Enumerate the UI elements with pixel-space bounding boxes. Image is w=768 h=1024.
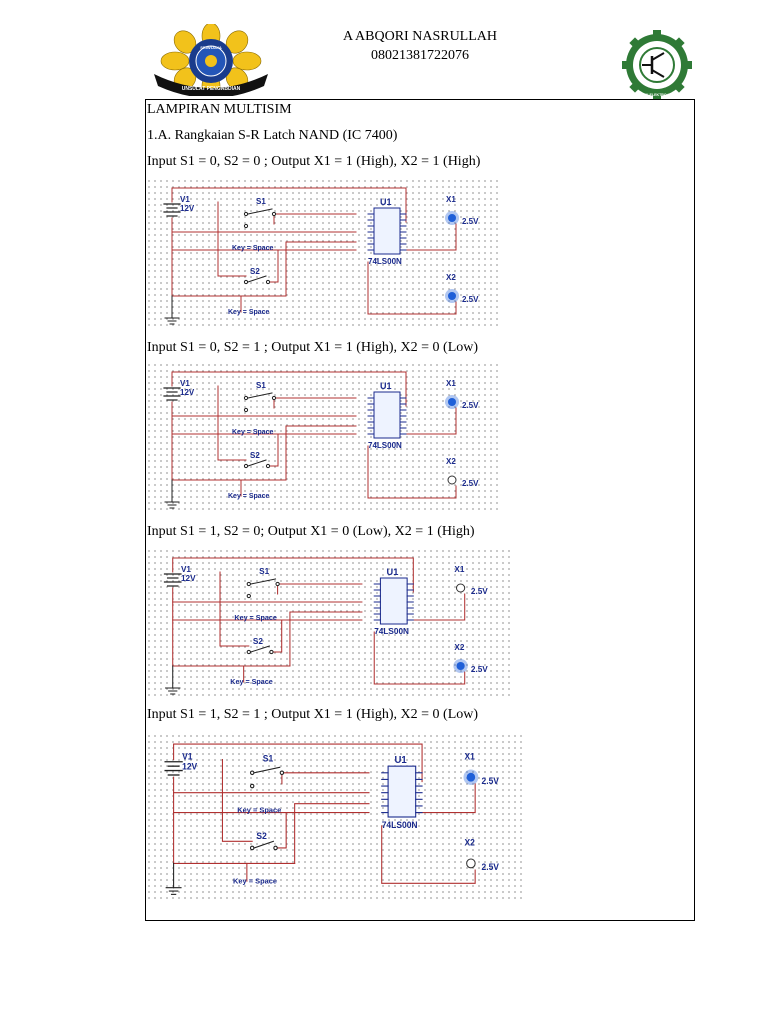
voltage-label: 12V (180, 574, 196, 583)
source-label: V1 (180, 195, 190, 204)
battery-icon (164, 204, 180, 216)
ic-label: U1 (386, 567, 399, 577)
switch-s2-icon (244, 276, 269, 284)
led-x1-label: X1 (446, 379, 456, 388)
svg-text:TEKNIK ELEKTRO UNSRI: TEKNIK ELEKTRO UNSRI (635, 93, 679, 97)
circuit-wires (173, 558, 465, 684)
switch-s1-label: S1 (262, 753, 274, 764)
circuit-caption-1: Input S1 = 0, S2 = 0 ; Output X1 = 1 (High), X2 = 1 (High) (147, 154, 481, 169)
switch-s1-label: S1 (256, 197, 266, 206)
electrical-engineering-gear-icon (622, 30, 692, 100)
battery-icon (165, 574, 181, 586)
led-x2-off-icon (467, 859, 475, 868)
switch-s2-key-label: Key = Space (233, 876, 278, 886)
source-label: V1 (180, 565, 192, 574)
voltage-label: 12V (180, 204, 195, 213)
ic-chip (374, 578, 413, 624)
ic-part-label: 74LS00N (374, 627, 409, 636)
ground-icon (165, 480, 179, 508)
switch-s2-label: S2 (250, 267, 260, 276)
led-x1-voltage: 2.5V (462, 217, 479, 226)
svg-text:SRIWIJAYA: SRIWIJAYA (200, 45, 222, 50)
ic-label: U1 (380, 197, 392, 207)
switch-s1-key-label: Key = Space (232, 245, 274, 252)
led-x2-voltage: 2.5V (462, 479, 479, 488)
led-x2-voltage: 2.5V (481, 861, 499, 873)
switch-s2-key-label: Key = Space (228, 493, 270, 500)
university-seal-icon (146, 24, 276, 96)
led-x1-voltage: 2.5V (470, 587, 488, 596)
circuit-caption-3: Input S1 = 1, S2 = 0; Output X1 = 0 (Low), X2 = 1 (High) (147, 524, 475, 539)
circuit-wires (174, 744, 476, 886)
circuit-wires (172, 188, 456, 314)
switch-s1-icon (247, 579, 279, 598)
led-x1-on-icon (463, 769, 478, 784)
ic-part-label: 74LS00N (368, 441, 402, 450)
led-x2-on-icon (445, 289, 459, 303)
voltage-label: 12V (182, 761, 198, 772)
led-x2-label: X2 (446, 457, 456, 466)
switch-s2-label: S2 (256, 830, 267, 842)
voltage-label: 12V (180, 388, 195, 397)
switch-s2-icon (250, 841, 277, 849)
led-x2-voltage: 2.5V (462, 295, 479, 304)
led-x1-label: X1 (454, 565, 465, 574)
switch-s2-label: S2 (252, 637, 263, 646)
circuit-diagram-4 (146, 733, 524, 901)
led-x1-label: X1 (464, 751, 475, 762)
ic-chip (368, 208, 406, 254)
ic-chip (368, 392, 406, 438)
circuit-diagram-2 (146, 362, 502, 514)
source-label: V1 (182, 751, 193, 762)
switch-s2-key-label: Key = Space (230, 678, 273, 686)
source-label: V1 (180, 379, 190, 388)
ic-part-label: 74LS00N (381, 819, 418, 831)
ground-icon (166, 863, 181, 894)
switch-s1-icon (244, 393, 275, 412)
led-x2-label: X2 (464, 837, 475, 848)
switch-s1-key-label: Key = Space (232, 429, 274, 436)
led-x2-label: X2 (454, 643, 465, 652)
circuit-diagram-1 (146, 178, 502, 330)
switch-s1-key-label: Key = Space (237, 805, 282, 815)
led-x1-voltage: 2.5V (481, 775, 499, 786)
ground-icon (166, 666, 180, 694)
switch-s1-key-label: Key = Space (234, 614, 277, 622)
circuit-wires (172, 372, 456, 498)
led-x1-label: X1 (446, 195, 456, 204)
switch-s2-label: S2 (250, 451, 260, 460)
battery-icon (165, 762, 182, 775)
led-x2-voltage: 2.5V (470, 665, 488, 674)
switch-s1-icon (244, 209, 275, 228)
led-x2-label: X2 (446, 273, 456, 282)
circuit-caption-2: Input S1 = 0, S2 = 1 ; Output X1 = 1 (High), X2 = 0 (Low) (147, 340, 479, 355)
switch-s1-icon (250, 767, 283, 788)
circuit-caption-4: Input S1 = 1, S2 = 1 ; Output X1 = 1 (High), X2 = 0 (Low) (147, 707, 479, 722)
author-phone: 08021381722076 (371, 48, 469, 63)
led-x1-off-icon (456, 584, 464, 592)
ic-label: U1 (380, 381, 392, 391)
ic-part-label: 74LS00N (368, 257, 402, 266)
switch-s1-label: S1 (256, 381, 266, 390)
led-x1-on-icon (445, 211, 459, 225)
switch-s2-icon (247, 646, 273, 654)
subsection-title: 1.A. Rangkaian S-R Latch NAND (IC 7400) (147, 128, 398, 143)
document-header (220, 27, 620, 65)
switch-s2-key-label: Key = Space (228, 309, 270, 316)
battery-icon (164, 388, 180, 400)
led-x2-off-icon (448, 476, 456, 484)
led-x1-voltage: 2.5V (462, 401, 479, 410)
ground-icon (165, 296, 179, 324)
svg-text:UNSULAT PENGABDIAN: UNSULAT PENGABDIAN (181, 86, 241, 92)
ic-chip (382, 766, 422, 817)
led-x1-on-icon (445, 395, 459, 409)
led-x2-on-icon (453, 659, 467, 673)
ic-label: U1 (394, 754, 407, 766)
section-title: LAMPIRAN MULTISIM (147, 102, 292, 117)
circuit-diagram-3 (146, 548, 512, 700)
switch-s2-icon (244, 460, 269, 468)
switch-s1-label: S1 (259, 567, 270, 576)
author-name: A ABQORI NASRULLAH (342, 29, 497, 44)
